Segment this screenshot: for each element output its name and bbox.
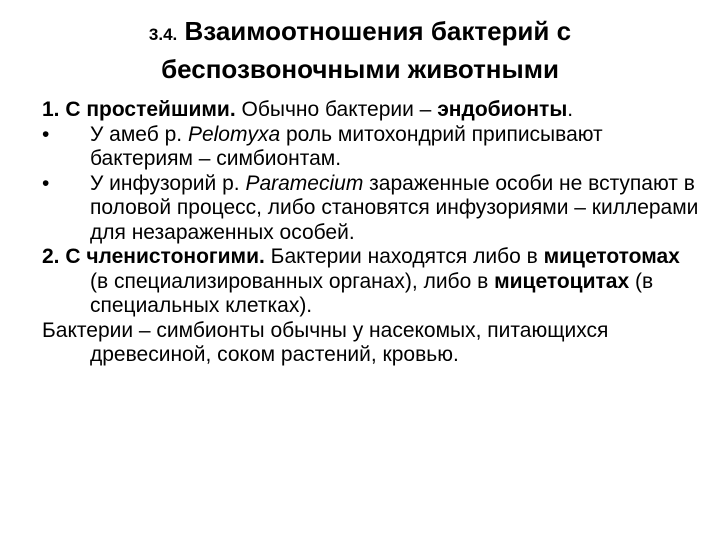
section-protozoa-heading: 1. С простейшими. xyxy=(42,98,236,121)
slide-body xyxy=(42,98,702,368)
bullet-pelomyxa xyxy=(42,123,702,172)
section-arthropods-text-b: (в специализированных органах), либо в xyxy=(90,269,495,293)
section-protozoa-bold: эндобионты xyxy=(437,98,568,121)
bullet-pelomyxa-pre: У амеб р. xyxy=(90,122,188,146)
bullet-pelomyxa-genus: Pelomyxa xyxy=(187,122,281,146)
slide-title xyxy=(0,14,720,86)
bullet-paramecium-post: зараженные особи не вступают в половой процесс, либо становятся инфузориями – киллерами для незараженных особей. xyxy=(90,171,699,244)
section-arthropods-bold-b: мицетоцитах xyxy=(494,269,630,293)
bullet-paramecium-text xyxy=(90,172,702,246)
bullet-paramecium-pre: У инфузорий р. xyxy=(90,171,246,195)
section-arthropods-text-a: Бактерии находятся либо в xyxy=(264,245,544,268)
title-line-1 xyxy=(0,14,720,52)
bullet-pelomyxa-text xyxy=(90,123,702,172)
section-arthropods-heading: 2. С членистоногими. xyxy=(42,245,265,268)
bullet-icon: • xyxy=(42,122,50,146)
bullet-icon: • xyxy=(42,171,50,195)
title-text-1: Взаимоотношения бактерий с xyxy=(184,16,572,46)
section-protozoa-text-a: Обычно бактерии – xyxy=(235,98,438,121)
section-protozoa-text-b: . xyxy=(567,98,574,121)
bullet-paramecium xyxy=(42,172,702,246)
title-number: 3.4. xyxy=(148,25,178,44)
bullet-paramecium-genus: Paramecium xyxy=(245,171,364,195)
title-line-2: беспозвоночными животными xyxy=(161,54,559,84)
section-protozoa xyxy=(42,98,702,123)
bullet-pelomyxa-post: роль митохондрий приписывают бактериям – симбионтам. xyxy=(90,122,603,170)
section-arthropods xyxy=(42,245,702,319)
section-arthropods-bold-a: мицетотомах xyxy=(543,245,680,268)
section-arthropods-text-c: (в специальных клетках). xyxy=(90,269,654,317)
closing-paragraph: Бактерии – симбионты обычны у насекомых, питающихся древесиной, соком растений, кровью. xyxy=(42,318,609,366)
